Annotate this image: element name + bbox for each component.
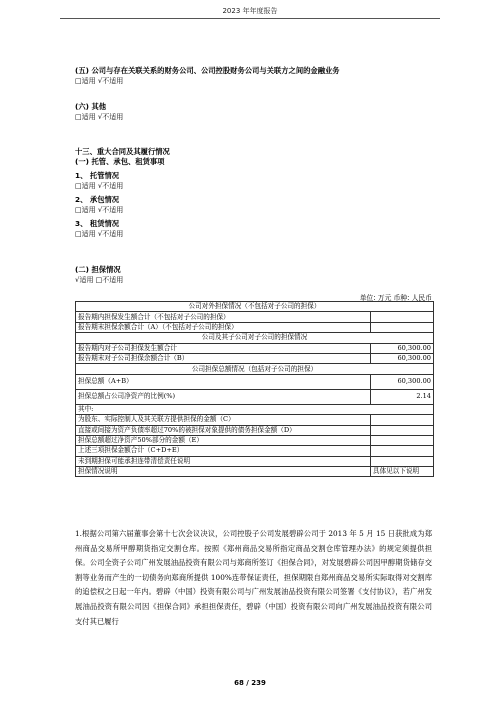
row-value (371, 425, 434, 435)
table-row (76, 435, 434, 445)
row-label: 担保总额（A+B） (76, 374, 371, 389)
external-header: 公司对外担保情况（不包括对子公司的担保） (76, 302, 434, 312)
row-value: 60,300.00 (371, 343, 434, 353)
row-label: 担保情况说明 (76, 467, 371, 477)
table-row (76, 425, 434, 435)
row-value: 2.14 (371, 389, 434, 404)
item3-option: □适用 √不适用 (75, 230, 124, 238)
row-label: 为股东、实际控制人及其关联方提供担保的金额（C） (76, 415, 371, 425)
table-row (76, 364, 434, 374)
sub2-option: √适用 □不适用 (75, 276, 124, 284)
row-value: 具体见以下说明 (371, 467, 434, 477)
table-row (76, 353, 434, 363)
row-label: 担保总额超过净资产50%部分的金额（E） (76, 435, 371, 445)
sub-header: 公司及其子公司对子公司的担保情况 (76, 333, 434, 343)
section6-title: (六) 其他 (75, 102, 107, 111)
row-label: 上述三项担保金额合计（C+D+E） (76, 446, 371, 456)
header-divider (60, 18, 440, 19)
table-row (76, 456, 434, 466)
guarantee-explanation-paragraph: 1.根据公司第六届董事会第十七次会议决议，公司控股子公司发展碧辟公司于 2013 年 5 月 15 日获批成为郑州商品交易所甲醇期货指定交割仓库。按照《郑州商品交易所指定商品交割仓库管理办法》的规定须提供担保。公司全资子公司广州发展油品投资有限公司与郑商所签订《担保合同》，对发展碧辟公司因甲醇期货储存交割等业务而产生的一切债务向郑商所提供 100%连带保证责任，担保期限自郑州商品交易所实际取得对交割库的追偿权之日起一年内。碧辟（中国）投资有限公司与广州发展油品投资有限公司签署《支付协议》，若广州发展油品投资有限公司因《担保合同》承担担保责任，碧辟（中国）投资有限公司向广州发展油品投资有限公司支付其已履行 (75, 529, 432, 626)
table-row (76, 404, 434, 414)
table-row (76, 467, 434, 477)
row-value (371, 322, 434, 332)
row-label: 其中: (76, 404, 434, 414)
unit-line: 单位: 万元 币种: 人民币 (359, 294, 432, 302)
section5 (75, 66, 435, 86)
table-row (76, 415, 434, 425)
section13-title: 十三、重大合同及其履行情况 (75, 147, 170, 156)
sub2 (75, 265, 435, 285)
row-value (371, 312, 434, 322)
section6 (75, 102, 435, 122)
row-value (371, 456, 434, 466)
table-row (76, 343, 434, 353)
sub2-title: (二) 担保情况 (75, 265, 121, 274)
sub1-title: (一) 托管、承包、租赁事项 (75, 157, 165, 166)
table-row (76, 389, 434, 404)
row-label: 直接或间接为资产负债率超过70%的被担保对象提供的债务担保金额（D） (76, 425, 371, 435)
section5-option: □适用 √不适用 (75, 77, 124, 85)
item1-option: □适用 √不适用 (75, 182, 124, 190)
row-value: 60,300.00 (371, 374, 434, 389)
page-header: 2023 年年度报告 (222, 7, 278, 15)
row-label: 担保总额占公司净资产的比例(%) (76, 389, 371, 404)
page-number: 68 / 239 (234, 679, 266, 687)
row-value: 60,300.00 (371, 353, 434, 363)
item3-title: 3、 租赁情况 (75, 219, 120, 228)
section6-option: □适用 √不适用 (75, 113, 124, 121)
guarantee-table (75, 301, 434, 477)
table-row (76, 302, 434, 312)
section5-title: (五) 公司与存在关联关系的财务公司、公司控股财务公司与关联方之间的金融业务 (75, 66, 340, 75)
row-label: 报告期内对子公司担保发生额合计 (76, 343, 371, 353)
item1-title: 1、 托管情况 (75, 171, 120, 180)
table-row (76, 446, 434, 456)
row-value (371, 446, 434, 456)
table-row (76, 374, 434, 389)
section13 (75, 147, 435, 239)
row-label: 报告期末对子公司担保余额合计（B） (76, 353, 371, 363)
row-value (371, 435, 434, 445)
table-row (76, 312, 434, 322)
total-header: 公司担保总额情况（包括对子公司的担保） (76, 364, 434, 374)
table-row (76, 322, 434, 332)
table-row (76, 333, 434, 343)
item2-title: 2、 承包情况 (75, 195, 120, 204)
row-label: 未到期担保可能承担连带清偿责任说明 (76, 456, 371, 466)
row-label: 报告期内担保发生额合计（不包括对子公司的担保） (76, 312, 371, 322)
item2-option: □适用 √不适用 (75, 206, 124, 214)
row-value (371, 415, 434, 425)
row-label: 报告期末担保余额合计（A）（不包括对子公司的担保） (76, 322, 371, 332)
